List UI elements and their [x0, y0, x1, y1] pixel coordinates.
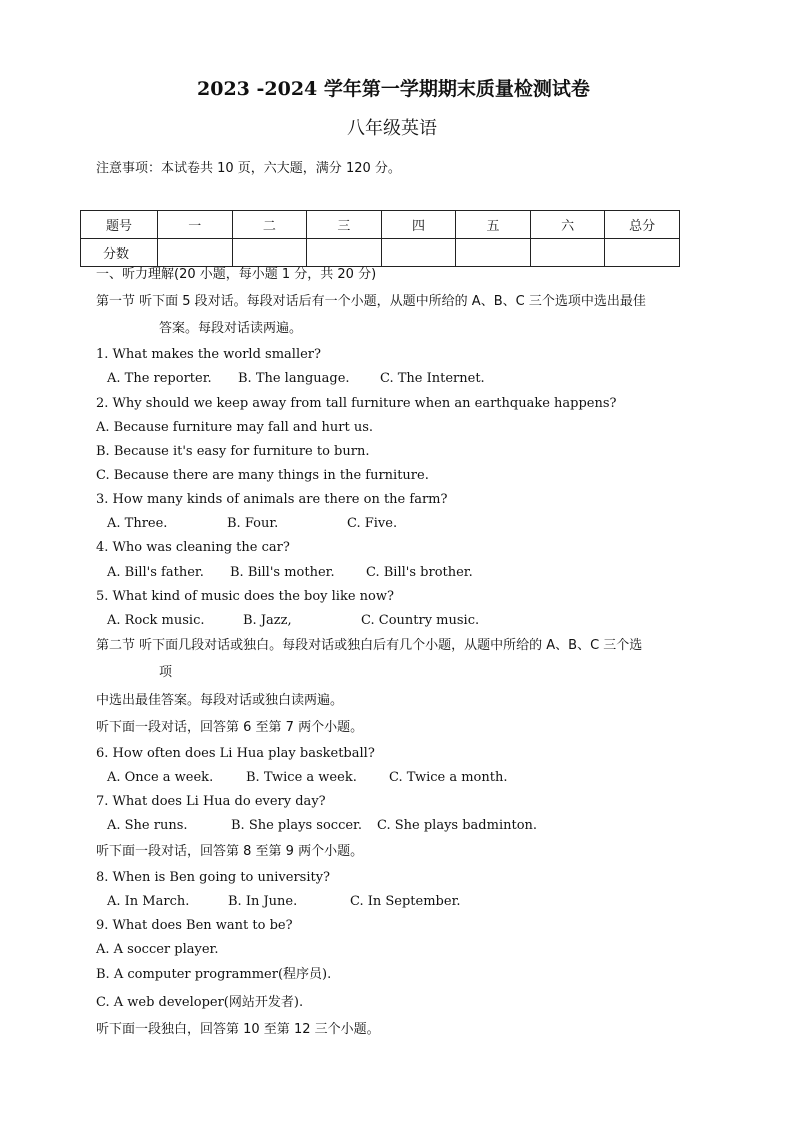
option: A. Rock music.	[107, 613, 205, 628]
question-stem: 4. Who was cleaning the car?	[96, 540, 290, 555]
question-stem: 2. Why should we keep away from tall furniture when an earthquake happens?	[96, 396, 617, 411]
option: A. A soccer player.	[96, 942, 219, 957]
exam-notice: 注意事项：本试卷共 10 页，六大题，满分 120 分。	[96, 161, 401, 176]
part-instructions: 答案。每段对话读两遍。	[159, 321, 303, 336]
score-table-header-row	[81, 211, 680, 239]
table-cell: 一	[158, 211, 233, 239]
exam-title: 2023 -2024 学年第一学期期末质量检测试卷	[197, 78, 590, 100]
question-stem: 1. What makes the world smaller?	[96, 347, 321, 362]
question-stem: 3. How many kinds of animals are there on the farm?	[96, 492, 448, 507]
table-cell: 六	[530, 211, 605, 239]
dialog-instruction: 听下面一段对话，回答第 8 至第 9 两个小题。	[96, 844, 364, 859]
option: B. Because it's easy for furniture to burn.	[96, 444, 370, 459]
table-cell: 三	[307, 211, 382, 239]
question-stem: 9. What does Ben want to be?	[96, 918, 293, 933]
question-stem: 7. What does Li Hua do every day?	[96, 794, 326, 809]
table-cell: 二	[232, 211, 307, 239]
part-instructions: 第二节 听下面几段对话或独白。每段对话或独白后有几个小题，从题中所给的 A、B、C 三个选	[96, 638, 643, 653]
option: A. In March.	[107, 894, 190, 909]
score-entry-cell	[158, 239, 233, 267]
option: A. Bill's father.	[107, 565, 204, 580]
score-table-score-row	[81, 239, 680, 267]
option: C. A web developer(网站开发者).	[96, 995, 304, 1010]
table-cell: 五	[456, 211, 531, 239]
question-stem: 8. When is Ben going to university?	[96, 870, 331, 885]
score-entry-cell	[605, 239, 680, 267]
option: C. In September.	[350, 894, 461, 909]
option: C. Because there are many things in the furniture.	[96, 468, 429, 483]
option: C. She plays badminton.	[377, 818, 538, 833]
option: C. The Internet.	[380, 371, 485, 386]
score-entry-cell	[456, 239, 531, 267]
dialog-instruction: 听下面一段对话，回答第 6 至第 7 两个小题。	[96, 720, 364, 735]
option: B. The language.	[238, 371, 350, 386]
score-entry-cell	[232, 239, 307, 267]
table-cell: 总分	[605, 211, 680, 239]
option: B. Twice a week.	[246, 770, 357, 785]
exam-subtitle: 八年级英语	[347, 118, 437, 139]
option: B. Bill's mother.	[230, 565, 335, 580]
option: B. Four.	[227, 516, 279, 531]
option: B. She plays soccer.	[231, 818, 362, 833]
option: A. She runs.	[107, 818, 188, 833]
table-cell: 分数	[81, 239, 158, 267]
score-entry-cell	[381, 239, 456, 267]
question-stem: 6. How often does Li Hua play basketball?	[96, 746, 375, 761]
option: C. Bill's brother.	[366, 565, 473, 580]
option: C. Five.	[347, 516, 398, 531]
option: B. Jazz,	[243, 613, 292, 628]
option: C. Twice a month.	[389, 770, 508, 785]
option: B. A computer programmer(程序员).	[96, 967, 332, 982]
monologue-instruction: 听下面一段独白，回答第 10 至第 12 三个小题。	[96, 1022, 380, 1037]
option: A. Once a week.	[107, 770, 214, 785]
part-instructions: 中选出最佳答案。每段对话或独白读两遍。	[96, 693, 344, 708]
score-table	[80, 210, 680, 267]
table-cell: 四	[381, 211, 456, 239]
option: A. Three.	[107, 516, 168, 531]
option: C. Country music.	[361, 613, 480, 628]
part-instructions: 第一节 听下面 5 段对话。每段对话后有一个小题，从题中所给的 A、B、C 三个选项中选出最佳	[96, 294, 646, 309]
section-heading: 一、听力理解(20 小题，每小题 1 分，共 20 分)	[96, 267, 377, 282]
score-entry-cell	[530, 239, 605, 267]
option: A. Because furniture may fall and hurt us.	[96, 420, 373, 435]
score-entry-cell	[307, 239, 382, 267]
option: A. The reporter.	[107, 371, 212, 386]
question-stem: 5. What kind of music does the boy like now?	[96, 589, 394, 604]
option: B. In June.	[228, 894, 298, 909]
part-instructions: 项	[159, 665, 173, 680]
table-cell: 题号	[81, 211, 158, 239]
